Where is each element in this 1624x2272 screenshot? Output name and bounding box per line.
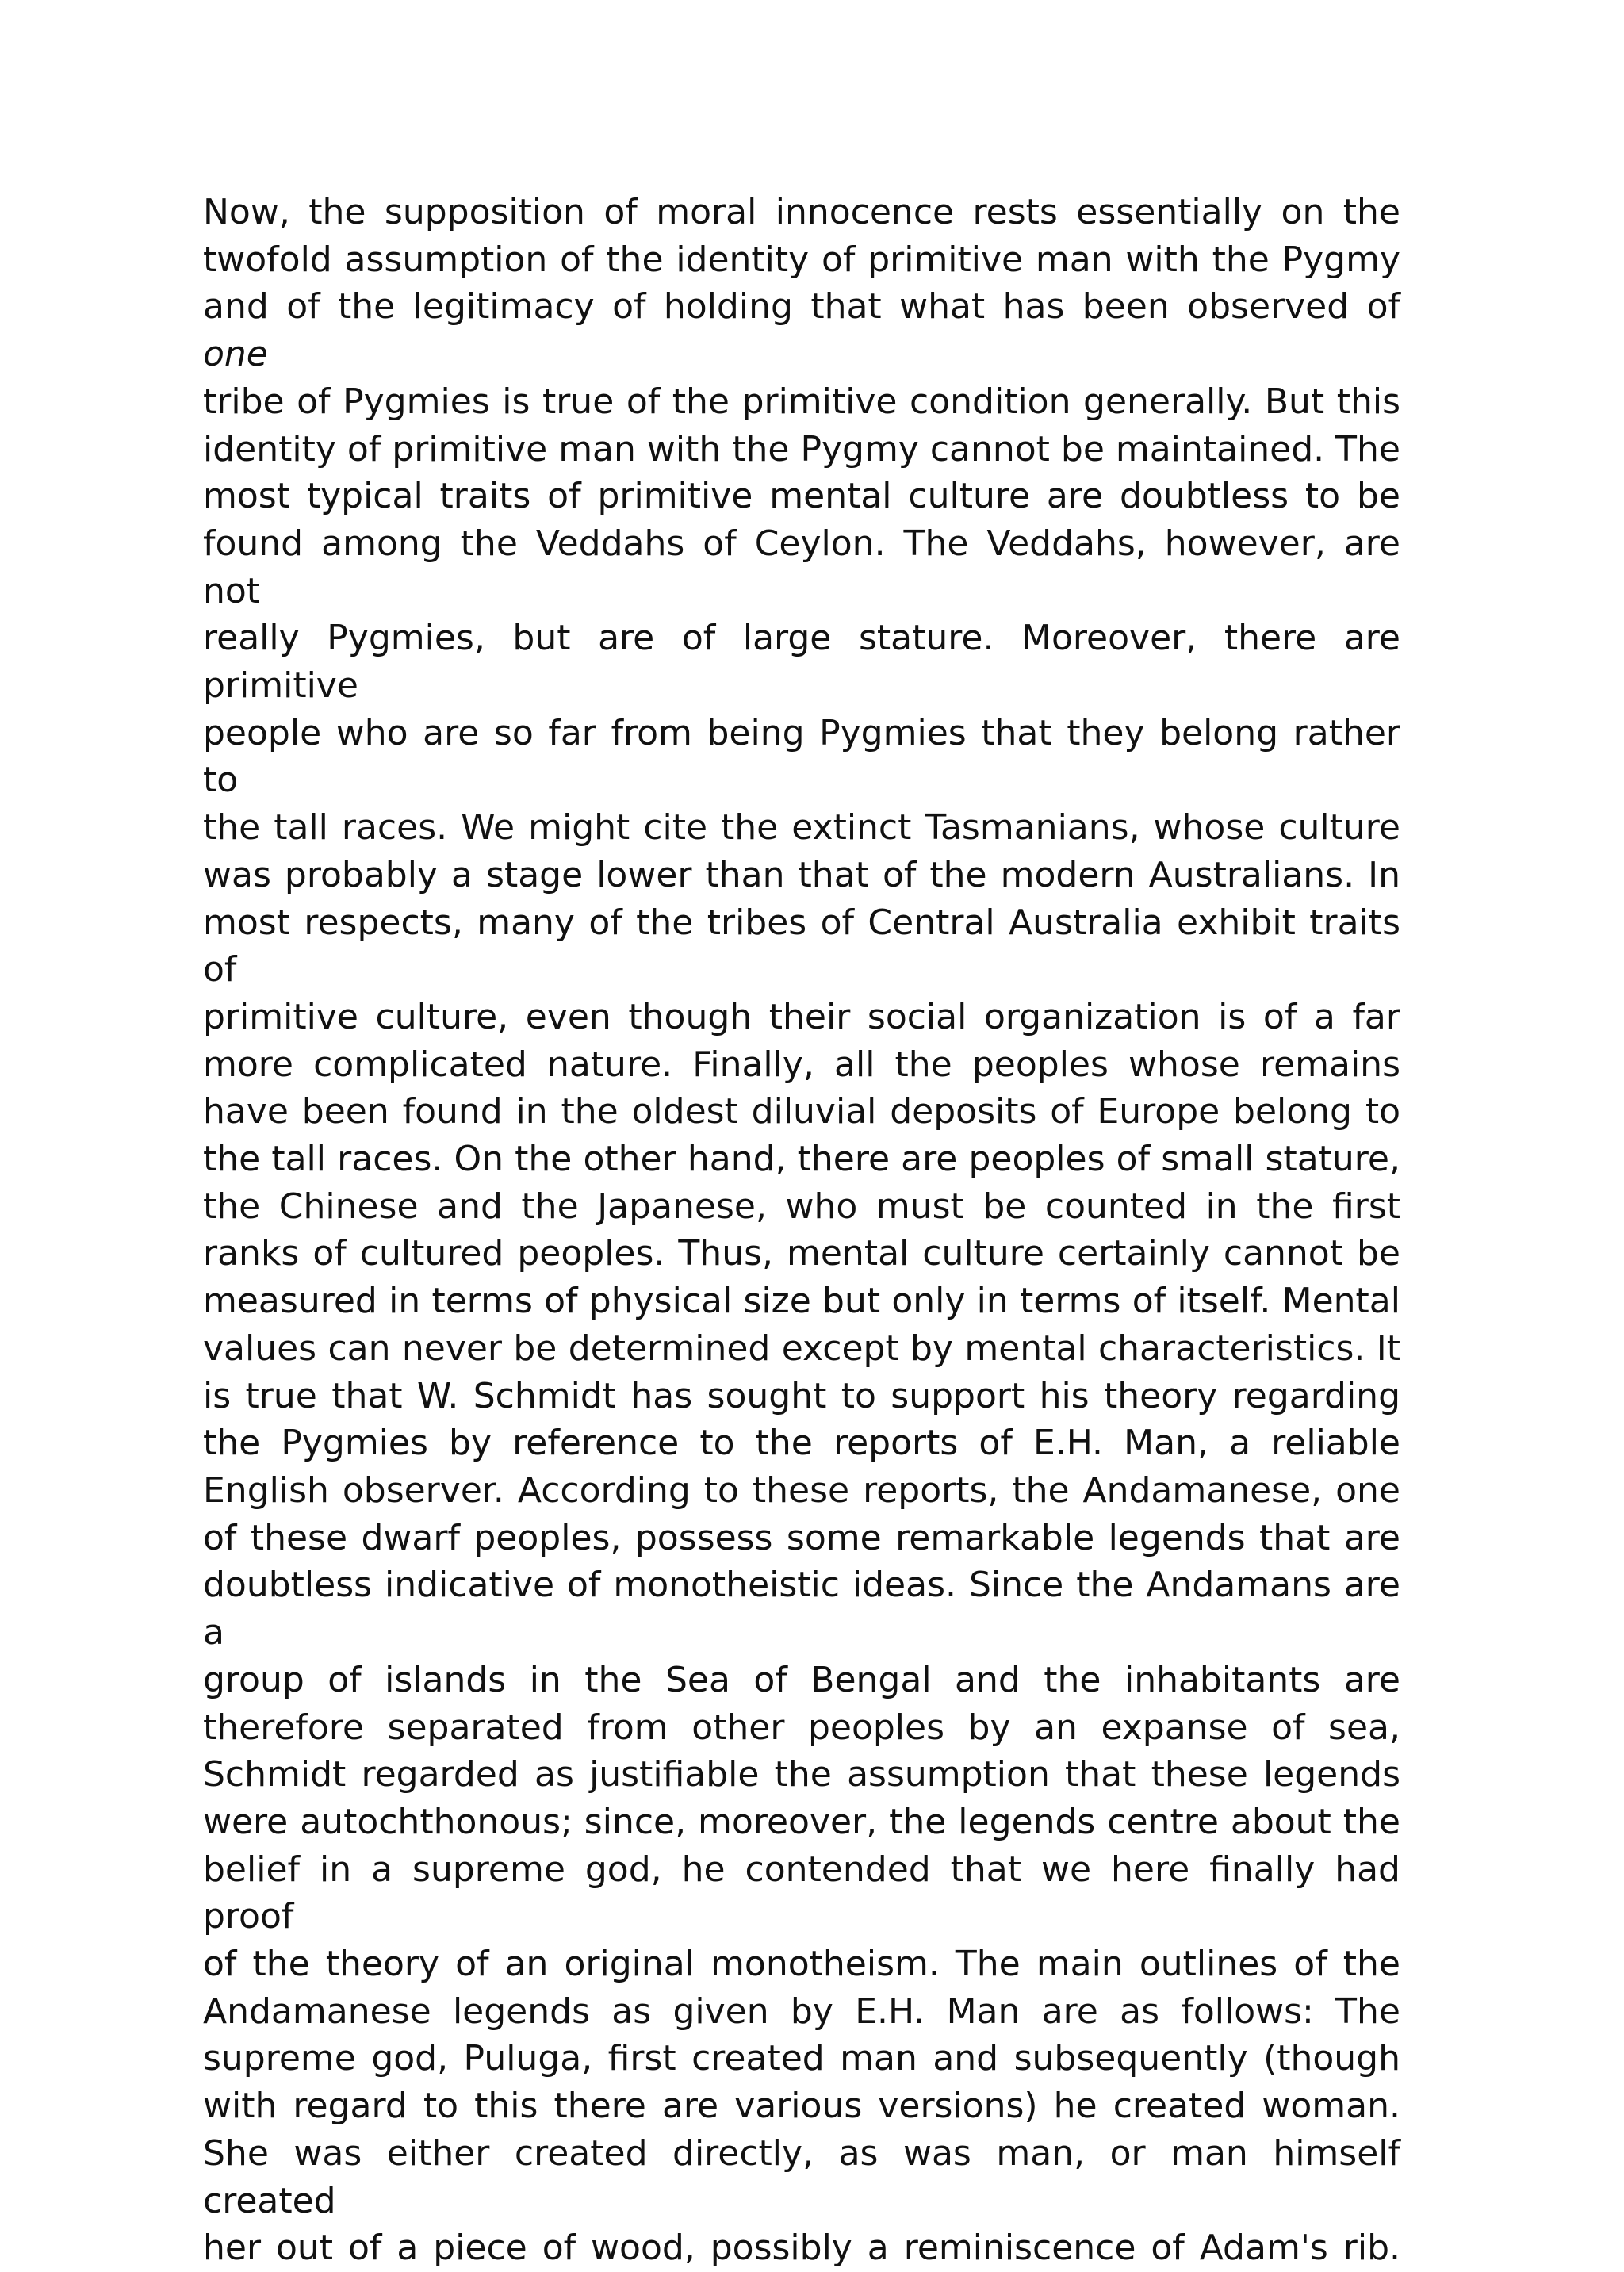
text-line-content: the tall races. We might cite the extinct Tasmanians, whose culture xyxy=(203,807,1400,849)
text-line-content: belief in a supreme god, he contended that we here finally had proof xyxy=(203,1849,1400,1937)
text-line xyxy=(203,1041,1400,1089)
text-line xyxy=(203,236,1400,284)
text-line-content: values can never be determined except by mental characteristics. It xyxy=(203,1328,1400,1369)
text-line-content: measured in terms of physical size but only in terms of itself. Mental xyxy=(203,1281,1400,1322)
text-line xyxy=(203,899,1400,994)
text-line xyxy=(203,2224,1400,2272)
text-line xyxy=(203,1988,1400,2036)
text-line-content: the tall races. On the other hand, there are peoples of small stature, xyxy=(203,1139,1400,1180)
text-line xyxy=(203,1704,1400,1752)
text-line xyxy=(203,1561,1400,1656)
text-line-content: with regard to this there are various versions) he created woman. xyxy=(203,2086,1400,2127)
text-line-content: found among the Veddahs of Ceylon. The Veddahs, however, are not xyxy=(203,523,1400,611)
text-line xyxy=(203,520,1400,615)
text-line-content: and of the legitimacy of holding that what has been observed of xyxy=(203,286,1400,328)
text-line xyxy=(203,1467,1400,1515)
text-line xyxy=(203,473,1400,520)
text-line xyxy=(203,1657,1400,1704)
text-line-content: was probably a stage lower than that of the modern Australians. In xyxy=(203,854,1400,895)
text-line xyxy=(203,1515,1400,1562)
text-line-content: ranks of cultured peoples. Thus, mental culture certainly cannot be xyxy=(203,1233,1400,1274)
text-line xyxy=(203,615,1400,709)
text-line-content: Andamanese legends as given by E.H. Man are as follows: The xyxy=(203,1990,1400,2032)
text-line-content: Now, the supposition of moral innocence rests essentially on the xyxy=(203,192,1400,232)
text-line-content: of these dwarf peoples, possess some remarkable legends that are xyxy=(203,1517,1400,1558)
text-line xyxy=(203,804,1400,852)
text-line xyxy=(203,852,1400,899)
text-line xyxy=(203,426,1400,473)
text-line xyxy=(203,283,1400,377)
text-line-content: twofold assumption of the identity of primitive man with the Pygmy xyxy=(203,239,1400,280)
text-line-content: the Pygmies by reference to the reports of E.H. Man, a reliable xyxy=(203,1423,1400,1464)
emphasized-word: one xyxy=(203,334,268,375)
text-line-content: of the theory of an original monotheism. The main outlines of the xyxy=(203,1944,1400,1985)
text-line xyxy=(203,1183,1400,1231)
text-line-content: more complicated nature. Finally, all the peoples whose remains xyxy=(203,1044,1400,1085)
text-line xyxy=(203,1799,1400,1846)
text-line xyxy=(203,1088,1400,1136)
text-line-content: were autochthonous; since, moreover, the legends centre about the xyxy=(203,1801,1400,1842)
body-paragraph xyxy=(203,189,1400,2272)
text-line-content: group of islands in the Sea of Bengal and the inhabitants are xyxy=(203,1659,1400,1700)
text-line-content: identity of primitive man with the Pygmy cannot be maintained. The xyxy=(203,428,1400,469)
text-line-content: doubtless indicative of monotheistic ideas. Since the Andamans are a xyxy=(203,1565,1400,1653)
text-line xyxy=(203,1325,1400,1373)
text-line xyxy=(203,1373,1400,1420)
text-line-content: most respects, many of the tribes of Central Australia exhibit traits of xyxy=(203,902,1400,990)
text-line-content: the Chinese and the Japanese, who must be counted in the first xyxy=(203,1186,1400,1227)
text-line xyxy=(203,2035,1400,2082)
text-line xyxy=(203,1420,1400,1467)
text-line xyxy=(203,378,1400,426)
text-line-content: English observer. According to these reports, the Andamanese, one xyxy=(203,1469,1400,1511)
text-line xyxy=(203,994,1400,1041)
text-line-content: people who are so far from being Pygmies that they belong rather to xyxy=(203,712,1400,801)
text-line xyxy=(203,1941,1400,1988)
text-line-content: primitive culture, even though their social organization is of a far xyxy=(203,996,1400,1037)
text-line xyxy=(203,1278,1400,1325)
text-line-content: have been found in the oldest diluvial deposits of Europe belong to xyxy=(203,1091,1400,1132)
text-line-content: really Pygmies, but are of large stature. Moreover, there are primitive xyxy=(203,618,1400,707)
text-line xyxy=(203,189,1400,236)
text-line xyxy=(203,710,1400,804)
text-line-content: Schmidt regarded as justifiable the assumption that these legends xyxy=(203,1754,1400,1795)
text-line xyxy=(203,1230,1400,1278)
text-line-content: is true that W. Schmidt has sought to support his theory regarding xyxy=(203,1375,1400,1416)
text-line-content: most typical traits of primitive mental culture are doubtless to be xyxy=(203,476,1400,517)
text-line xyxy=(203,1846,1400,1941)
text-line-content: She was either created directly, as was man, or man himself created xyxy=(203,2132,1400,2221)
text-line-content: tribe of Pygmies is true of the primitive condition generally. But this xyxy=(203,381,1400,422)
text-line xyxy=(203,2130,1400,2224)
text-line-content: her out of a piece of wood, possibly a reminiscence of Adam's rib. xyxy=(203,2228,1400,2269)
text-line-content: supreme god, Puluga, first created man and subsequently (though xyxy=(203,2038,1400,2079)
text-line xyxy=(203,1751,1400,1799)
text-line xyxy=(203,1136,1400,1183)
text-line xyxy=(203,2082,1400,2130)
text-line-content: therefore separated from other peoples by an expanse of sea, xyxy=(203,1707,1400,1748)
